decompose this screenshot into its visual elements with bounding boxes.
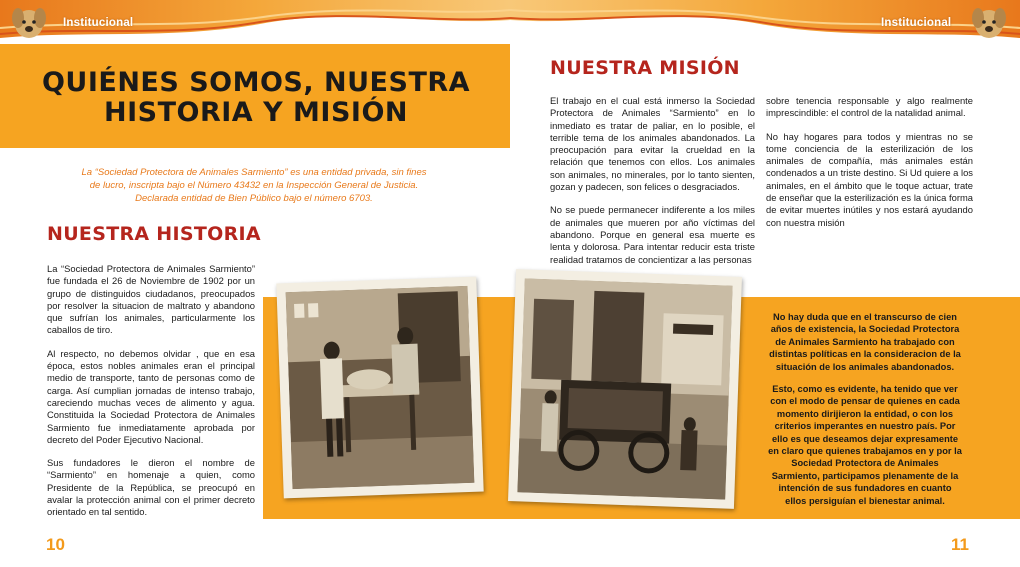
mission-paragraph: sobre tenencia responsable y algo realmente imprescindible: el control de la natalidad animal. <box>766 95 973 119</box>
history-heading: NUESTRA HISTORIA <box>47 223 261 245</box>
panel-text <box>768 311 962 517</box>
history-paragraph: La “Sociedad Protectora de Animales Sarmiento” fue fundada el 26 de Noviembre de 1902 por un grupo de distinguidos ciudadanos, preocupados por resolver la situacion de maltrato y abandono que sufrían los animales, particularmente los caballos de tiro. <box>47 263 255 336</box>
mission-column-2 <box>766 95 973 240</box>
history-column <box>47 263 255 530</box>
panel-paragraph: Esto, como es evidente, ha tenido que ver con el modo de pensar de quienes en cada momento dirijieron la entidad, o con los criterios imperantes en nuestro país. Por ello es que deseamos dejar expresamente en claro que quienes trabajamos en y por la Sociedad Protectora de Animales Sarmiento, participamos plenamente de la intención de sus fundadores en cuanto ellos persiguían el bienestar animal. <box>768 384 962 506</box>
header-banner-left <box>0 0 510 44</box>
mission-paragraph: No hay hogares para todos y mientras no se tome conciencia de la esterilización de los animales de compañía, más animales están condenados a un triste destino. Si Ud quiere a los animales, en el ámbito que le toque actuar, trate de enseñar que la esterilización es la única forma de evitar muertes inútiles y nos estará ayudando con nuestra misión <box>766 130 973 228</box>
section-label: Institucional <box>63 17 134 29</box>
title-line-2: HISTORIA Y MISIÓN <box>104 97 408 128</box>
panel-paragraph: No hay duda que en el transcurso de cien años de existencia, la Sociedad Protectora de Animales Sarmiento ha trabajado con distintas políticas en la consideracion de la situación de los animales abandonados. <box>769 312 961 372</box>
mission-column-1 <box>550 95 755 277</box>
historic-photo-street <box>508 269 742 509</box>
mission-heading: NUESTRA MISIÓN <box>550 57 740 79</box>
page-number-right: 11 <box>951 535 969 554</box>
sepia-photo-image <box>286 286 475 489</box>
history-paragraph: Sus fundadores le dieron el nombre de “Sarmiento” en homenaje a quien, como Presidente de la República, se preocupó en avalar la protección animal con el primer decreto orientado en tal sentido. <box>47 457 255 518</box>
mission-paragraph: No se puede permanecer indiferente a los miles de animales que mueren por año víctimas del abandono. Porque en general esa muerte es lenta y dolorosa. Para intentar reducir esta triste realidad tratamos de concientizar a las personas <box>550 204 755 265</box>
page-title <box>30 68 482 128</box>
sepia-photo-image <box>517 278 732 499</box>
historic-photo-clinic <box>276 277 483 499</box>
history-paragraph: Al respecto, no debemos olvidar , que en esa época, estos nobles animales eran el principal medio de transporte, tanto de personas como de carga. Así cumplian jornadas de intenso trabajo, careciendo muchas veces de alimento y agua. Constituida la Sociedad Protectora de Animales Sarmiento fue inmediatamente aprobada por decreto del Poder Ejecutivo Nacional. <box>47 347 255 445</box>
title-line-1: QUIÉNES SOMOS, NUESTRA <box>41 67 471 98</box>
page-number-left: 10 <box>46 535 65 554</box>
mission-paragraph: El trabajo en el cual está inmerso la Sociedad Protectora de Animales “Sarmiento” en lo inmediato es tratar de paliar, en lo posible, el terrible tema de los animales abandonados. La preocupación para evitar la crueldad en la relación que tenemos con ellos. Los animales son animales, no minerales, por lo tanto sienten, gozan y padecen, son felices o desgraciados. <box>550 95 755 193</box>
dog-logo-icon <box>8 0 50 40</box>
section-label: Institucional <box>881 17 952 29</box>
dog-logo-icon <box>968 0 1010 40</box>
header-banner-right <box>510 0 1020 44</box>
intro-text: La “Sociedad Protectora de Animales Sarmiento” es una entidad privada, sin fines de lucro, inscripta bajo el Número 43432 en la Inspección General de Justicia. Declarada entidad de Bien Público bajo el número 6703. <box>81 167 427 204</box>
